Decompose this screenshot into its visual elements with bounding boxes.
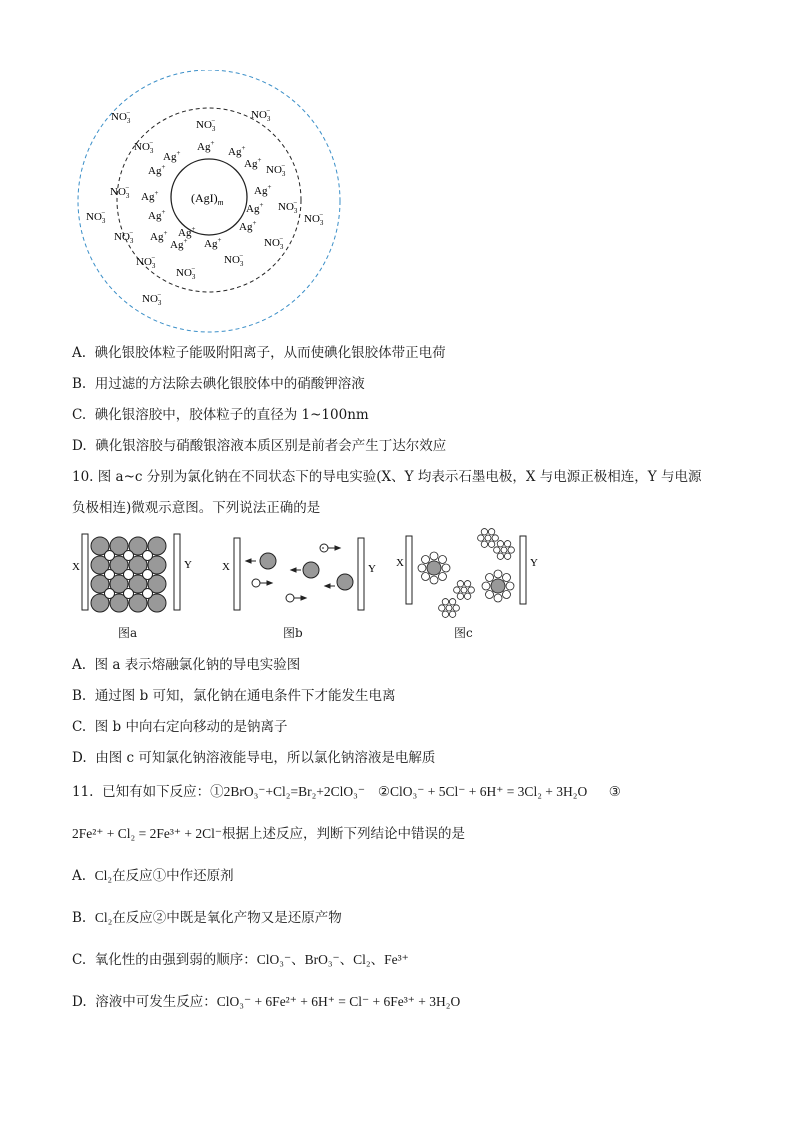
water-molecule — [502, 574, 510, 582]
svg-text:X: X — [396, 557, 404, 569]
water-molecule — [449, 599, 455, 605]
no3-ion-label: $NO_3-$ — [304, 211, 324, 227]
water-molecule — [449, 611, 455, 617]
ag-ion-label: Ag+ — [150, 229, 168, 243]
water-molecule — [430, 552, 438, 560]
electrode-x-label: X — [72, 561, 80, 573]
q11-option-b[interactable]: B. Cl₂在反应②中既是氧化产物又是还原产物 — [72, 910, 342, 926]
water-molecule — [457, 581, 463, 587]
water-molecule — [494, 570, 502, 578]
hydrated-core — [461, 587, 467, 593]
water-molecule — [422, 572, 430, 580]
no3-ion-label: $NO_3-$ — [111, 109, 131, 125]
water-molecule — [453, 605, 459, 611]
water-molecule — [504, 553, 510, 559]
q11-option-d[interactable]: D. 溶液中可发生反应：ClO₃⁻ + 6Fe²⁺ + 6H⁺ = Cl⁻ + 6Fe³⁺ + 3H₂O — [72, 994, 461, 1010]
na-ion — [143, 589, 153, 599]
water-molecule — [492, 535, 498, 541]
water-molecule — [481, 529, 487, 535]
water-molecule — [506, 582, 514, 590]
water-molecule — [464, 581, 470, 587]
no3-ion-label: $NO_3-$ — [86, 209, 106, 225]
water-molecule — [494, 594, 502, 602]
hydrated-core — [485, 535, 491, 541]
ag-ion-label: Ag+ — [244, 156, 262, 170]
electrode-y-label: Y — [184, 559, 192, 571]
water-molecule — [430, 576, 438, 584]
water-molecule — [418, 564, 426, 572]
core-label: $(AgI)_m$ — [191, 191, 224, 207]
water-molecule — [478, 535, 484, 541]
water-molecule — [502, 590, 510, 598]
ag-ion-label: Ag+ — [170, 237, 188, 251]
water-molecule — [504, 541, 510, 547]
q10-option-b[interactable]: B. 通过图 b 可知，氯化钠在通电条件下才能发生电离 — [72, 688, 396, 704]
water-molecule — [508, 547, 514, 553]
no3-ion-label: $NO_3-$ — [110, 184, 130, 200]
ag-ion-label: Ag+ — [254, 183, 272, 197]
no3-ion-label: $NO_3-$ — [278, 199, 298, 215]
svg-text:X: X — [222, 561, 230, 573]
ag-ion-label: Ag+ — [148, 208, 166, 222]
ion-labels — [86, 107, 324, 307]
hydrated-core — [491, 579, 505, 593]
water-molecule — [442, 599, 448, 605]
hydrated-core — [501, 547, 507, 553]
no3-ion-label: $NO_3-$ — [196, 117, 216, 133]
ag-ion-label: Ag+ — [163, 149, 181, 163]
caption-a: 图a — [118, 626, 138, 640]
figure-c — [394, 520, 544, 620]
no3-ion-label: $NO_3-$ — [136, 254, 156, 270]
q10-stem-line2: 负极相连)微观示意图。下列说法正确的是 — [72, 500, 321, 516]
water-molecule — [486, 590, 494, 598]
svg-text:Y: Y — [530, 557, 538, 569]
water-molecule — [454, 587, 460, 593]
svg-text:Y: Y — [368, 563, 376, 575]
ag-ion-label: Ag+ — [148, 163, 166, 177]
q11-stem-line1: 11. 已知有如下反应：①2BrO₃⁻+Cl₂=Br₂+2ClO₃⁻ ②ClO₃⁻ + 5Cl⁻ + 6H⁺ = 3Cl₂ + 3H₂O ③ — [72, 784, 621, 800]
water-molecule — [438, 572, 446, 580]
no3-ion-label: $NO_3-$ — [224, 252, 244, 268]
q9-option-c[interactable]: C. 碘化银溶胶中，胶体粒子的直径为 1~100nm — [72, 407, 369, 423]
q10-option-d[interactable]: D. 由图 c 可知氯化钠溶液能导电，所以氯化钠溶液是电解质 — [72, 750, 436, 766]
figure-b — [216, 528, 382, 618]
na-ion — [143, 570, 153, 580]
na-ion — [105, 551, 115, 561]
na-ion — [105, 589, 115, 599]
water-molecule — [494, 547, 500, 553]
nacl-lattice — [91, 537, 166, 612]
q11-option-a[interactable]: A. Cl₂在反应①中作还原剂 — [72, 868, 234, 884]
caption-c: 图c — [454, 626, 473, 640]
ag-ion-label: Ag+ — [204, 236, 222, 250]
no3-ion-label: $NO_3-$ — [114, 229, 134, 245]
water-molecule — [442, 564, 450, 572]
na-ion — [124, 551, 134, 561]
water-molecule — [468, 587, 474, 593]
q11-stem-line2: 2Fe²⁺ + Cl₂ = 2Fe³⁺ + 2Cl⁻根据上述反应，判断下列结论中错误的是 — [72, 826, 466, 842]
q10-stem-line1: 10. 图 a~c 分别为氯化钠在不同状态下的导电实验(X、Y 均表示石墨电极，X 与电源正极相连，Y 与电源 — [72, 469, 702, 485]
water-molecule — [457, 593, 463, 599]
water-molecule — [486, 574, 494, 582]
water-molecule — [422, 556, 430, 564]
ag-ion-label: Ag+ — [178, 225, 196, 239]
water-molecule — [482, 582, 490, 590]
na-ion — [105, 570, 115, 580]
q9-option-b[interactable]: B. 用过滤的方法除去碘化银胶体中的硝酸钾溶液 — [72, 376, 365, 392]
q10-option-a[interactable]: A. 图 a 表示熔融氯化钠的导电实验图 — [72, 657, 301, 673]
q9-option-a[interactable]: A. 碘化银胶体粒子能吸附阳离子，从而使碘化银胶体带正电荷 — [72, 345, 446, 361]
water-molecule — [497, 541, 503, 547]
ag-ion-label: Ag+ — [228, 144, 246, 158]
q11-option-c[interactable]: C. 氧化性的由强到弱的顺序：ClO₃⁻、BrO₃⁻、Cl₂、Fe³⁺ — [72, 952, 409, 968]
water-molecule — [442, 611, 448, 617]
na-ion — [124, 570, 134, 580]
ag-ion-label: Ag+ — [197, 139, 215, 153]
ag-ion-label: Ag+ — [239, 219, 257, 233]
no3-ion-label: $NO_3-$ — [266, 162, 286, 178]
na-ion — [124, 589, 134, 599]
water-molecule — [464, 593, 470, 599]
water-molecule — [488, 541, 494, 547]
hydrated-core — [446, 605, 452, 611]
water-molecule — [488, 529, 494, 535]
no3-ion-label: $NO_3-$ — [134, 139, 154, 155]
no3-ion-label: $NO_3-$ — [251, 107, 271, 123]
water-molecule — [497, 553, 503, 559]
q9-option-d[interactable]: D. 碘化银溶胶与硝酸银溶液本质区别是前者会产生丁达尔效应 — [72, 438, 447, 454]
no3-ion-label: $NO_3-$ — [176, 265, 196, 281]
ag-ion-label: Ag+ — [141, 189, 159, 203]
hydrated-ions — [418, 529, 514, 618]
water-molecule — [481, 541, 487, 547]
q10-option-c[interactable]: C. 图 b 中向右定向移动的是钠离子 — [72, 719, 288, 735]
no3-ion-label: $NO_3-$ — [142, 291, 162, 307]
hydrated-core — [427, 561, 441, 575]
figure-a — [70, 528, 200, 618]
no3-ion-label: $NO_3-$ — [264, 235, 284, 251]
water-molecule — [438, 556, 446, 564]
ag-ion-label: Ag+ — [246, 201, 264, 215]
water-molecule — [439, 605, 445, 611]
caption-b: 图b — [283, 626, 303, 640]
agi-colloid-diagram — [70, 70, 360, 335]
na-ion — [143, 551, 153, 561]
